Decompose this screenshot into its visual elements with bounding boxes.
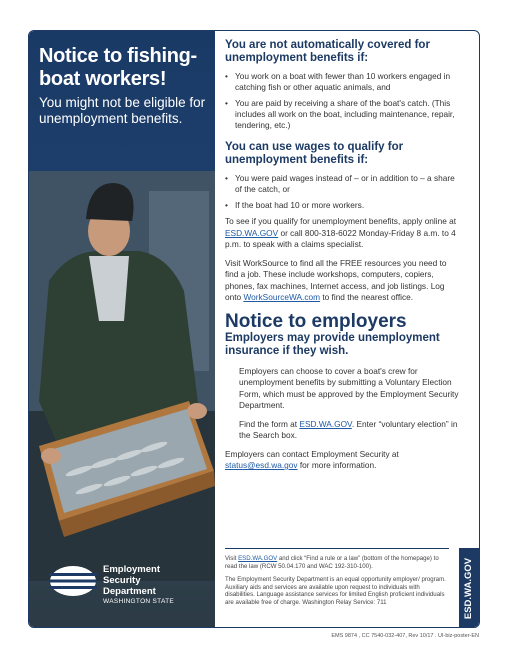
contact-paragraph: Employers can contact Employment Security at status@esd.wa.gov for more information. xyxy=(225,448,399,470)
logo-state: WASHINGTON STATE xyxy=(103,598,175,605)
side-url-label: ESD.WA.GOV xyxy=(463,557,475,620)
esd-logo xyxy=(49,561,209,607)
section1-heading: You are not automatically covered for unemployment benefits if: xyxy=(225,39,430,64)
section2-heading: You can use wages to qualify for unemployment benefits if: xyxy=(225,141,404,166)
section1-list xyxy=(225,71,461,131)
poster-title-block xyxy=(39,45,211,127)
apply-paragraph: To see if you qualify for unemployment benefits, apply online at ESD.WA.GOV or call 800-318-6022 Monday-Friday 8 a.m. to 4 p.m. to speak with a claims specialist. xyxy=(225,216,457,249)
right-content xyxy=(225,39,461,479)
list-item: • If the boat had 10 or more workers. xyxy=(225,200,461,211)
esd-link[interactable]: ESD.WA.GOV xyxy=(238,555,278,562)
esd-link[interactable]: ESD.WA.GOV xyxy=(299,418,352,429)
status-email-link[interactable]: status@esd.wa.gov xyxy=(225,460,298,470)
find-form-paragraph: Find the form at ESD.WA.GOV. Enter “voluntary election” in the Search box. xyxy=(239,418,458,440)
esd-link[interactable]: ESD.WA.GOV xyxy=(225,227,279,238)
poster-title: Notice to fishing-boat workers! xyxy=(39,45,197,90)
worksource-paragraph: Visit WorkSource to find all the FREE resources you need to find a job. These include workshops, computers, copiers, phones, fax machines, Internet access, and job listings. Log onto WorkSourceWA.com to find the nearest office. xyxy=(225,257,447,302)
esd-logo-icon xyxy=(49,565,97,597)
employers-subtitle: Employers may provide unemployment insurance if they wish. xyxy=(225,331,440,357)
left-panel xyxy=(29,31,215,627)
logo-text: Employment Security Department xyxy=(103,564,161,597)
list-item: • You are paid by receiving a share of the boat's catch. (This includes all work on the boat, including maintenance, repair, tendering, etc.) xyxy=(225,98,461,131)
footer-notes xyxy=(225,548,449,613)
section2-list xyxy=(225,173,461,211)
employers-title: Notice to employers xyxy=(225,310,407,332)
side-url-bar xyxy=(459,548,479,628)
list-item: • You work on a boat with fewer than 10 workers engaged in catching fish or other aquatic animals, and xyxy=(225,71,461,93)
poster-subtitle: You might not be eligible for unemployment benefits. xyxy=(39,95,206,126)
document-code: EMS 9874 , CC 7540-032-407, Rev 10/17 . UI-biz-poster-EN xyxy=(331,633,479,639)
fisherman-photo xyxy=(29,171,215,581)
poster xyxy=(28,30,480,628)
eeo-note: The Employment Security Department is an equal opportunity employer/ program. Auxiliary aids and services are available upon request to individuals with disabilities. Language assistance services for limited English proficient individuals are available free of charge. Washington Relay Service: 711 xyxy=(225,576,446,606)
worksource-link[interactable]: WorkSourceWA.com xyxy=(243,292,321,302)
employers-paragraph: Employers can choose to cover a boat's crew for unemployment benefits by submitting a Voluntary Election Form, which must be approved by the Employment Security Department. xyxy=(239,365,459,410)
list-item: • You were paid wages instead of – or in addition to – a share of the catch, or xyxy=(225,173,461,195)
law-note: Visit ESD.WA.GOV and click “Find a rule or a law” (bottom of the homepage) to read the law (RCW 50.04.170 and WAC 192-310-100). xyxy=(225,555,439,570)
